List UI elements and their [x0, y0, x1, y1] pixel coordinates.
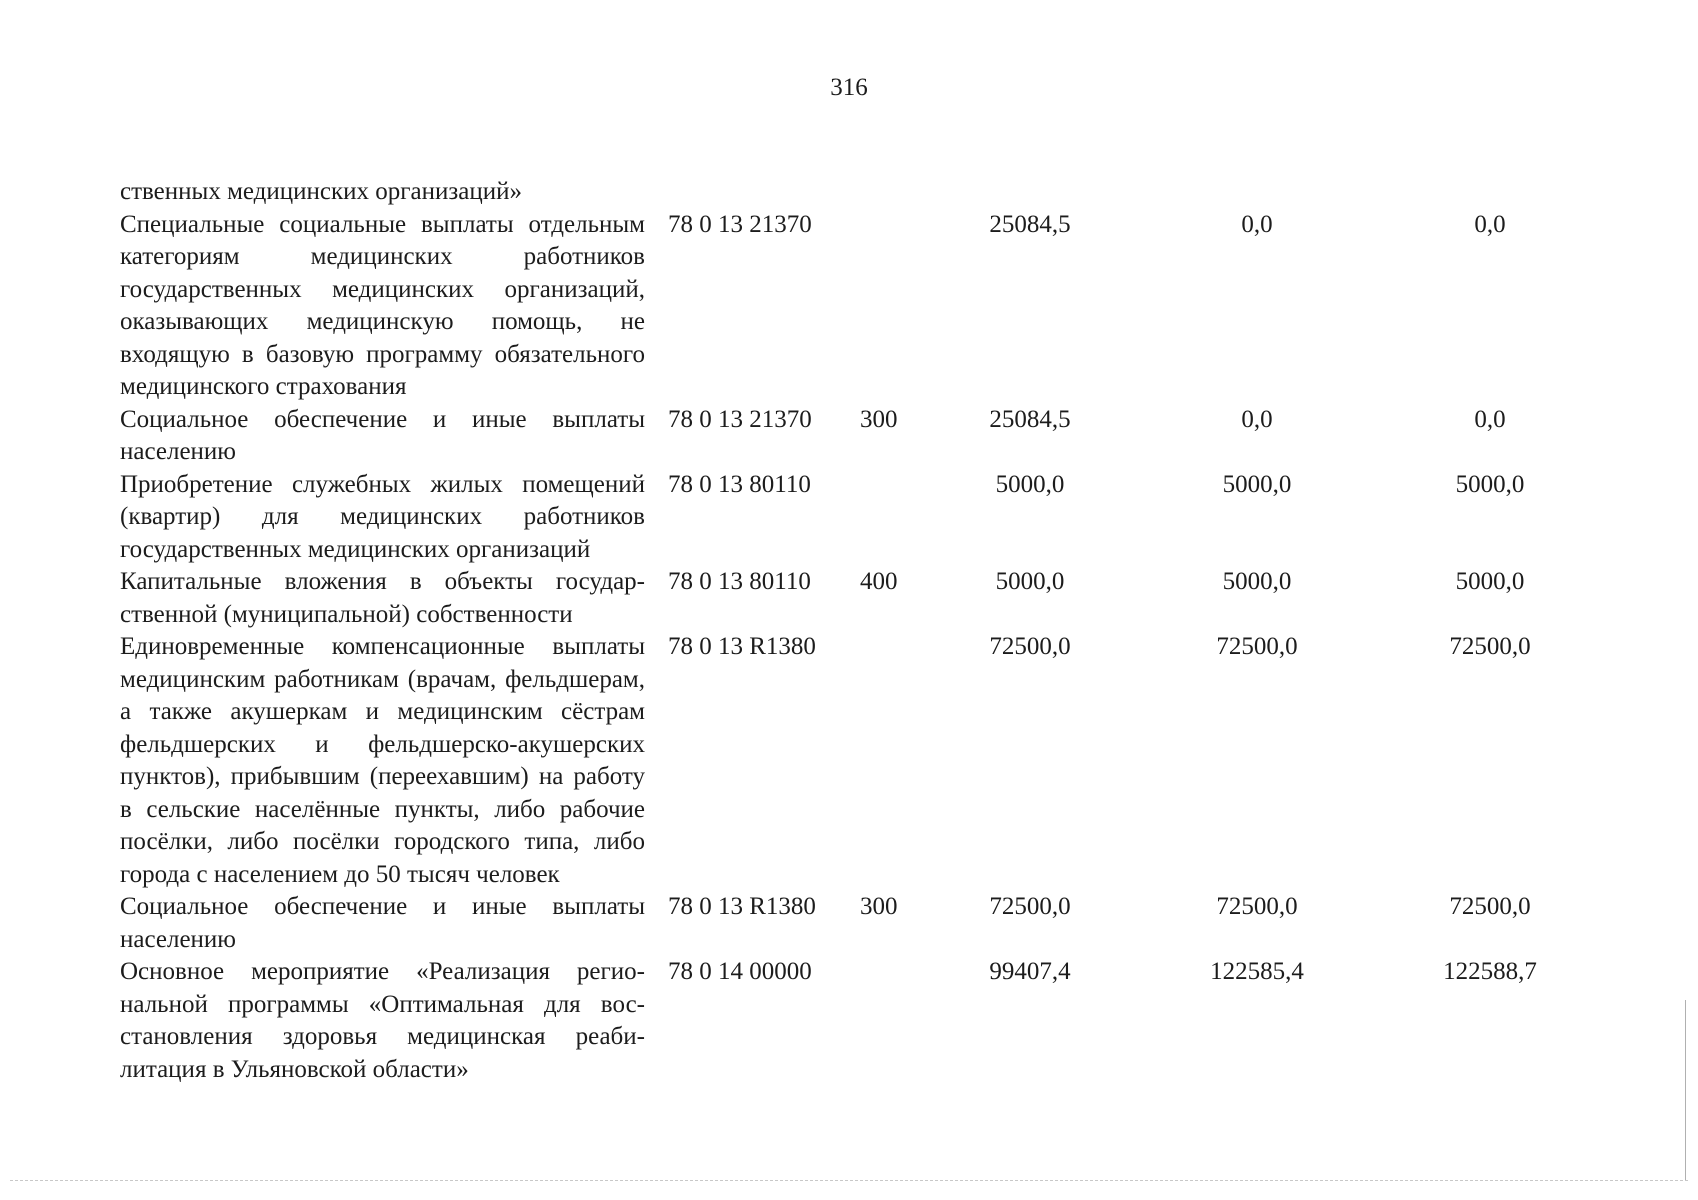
row-value-2: 72500,0: [1216, 633, 1298, 660]
row-value-3: 0,0: [1474, 210, 1506, 238]
row-value-3: 122588,7: [1443, 958, 1537, 985]
row-code: 78 0 13 21370: [668, 405, 812, 433]
row-value-1: 5000,0: [995, 470, 1065, 498]
row-value-3: 72500,0: [1449, 633, 1531, 660]
row-name: Капитальные вложения в объекты государственной (муниципальной) собственности: [120, 568, 645, 628]
row-name: Социальное обеспечение и иные выплаты населению: [120, 893, 645, 953]
row-code: 78 0 14 00000: [668, 958, 812, 985]
row-value-3: 5000,0: [1455, 568, 1525, 595]
table-row: [120, 209, 1580, 404]
row-name: Основное мероприятие «Реализация региональной программы «Оптимальная для восстановления здоровья медицинская реабилитация в Ульяновской области»: [120, 958, 645, 1083]
table-row: [120, 176, 1580, 209]
row-value-2: 72500,0: [1216, 893, 1298, 920]
row-value-1: 25084,5: [989, 210, 1071, 238]
row-value-3: 72500,0: [1449, 893, 1531, 920]
row-name: Единовременные компенсационные выплаты медицинским работникам (врачам, фельдшерам, а также акушеркам и медицинским сёстрам фельдшерских и фельдшерско-акушерских пунктов), прибывшим (переехавшим) на работу в сельские населённые пункты, либо рабочие посёлки, либо посёлки городского типа, либо города с населением до 50 тысяч человек: [120, 633, 645, 888]
row-name: ственных медицинских организаций»: [120, 178, 522, 205]
row-code: 78 0 13 R1380: [668, 633, 816, 660]
table-row: [120, 404, 1580, 469]
row-value-1: 25084,5: [989, 405, 1071, 433]
row-expense-type: 300: [860, 405, 898, 433]
row-value-1: 72500,0: [989, 893, 1071, 920]
row-code: 78 0 13 80110: [668, 568, 811, 595]
table-row: [120, 631, 1580, 891]
table-row: [120, 566, 1580, 631]
table-row: [120, 956, 1580, 1086]
scan-edge-line: [10, 1180, 1688, 1181]
row-value-2: 0,0: [1241, 210, 1273, 238]
row-value-1: 5000,0: [995, 568, 1065, 595]
row-code: 78 0 13 R1380: [668, 893, 816, 920]
row-code: 78 0 13 21370: [668, 210, 812, 238]
row-value-2: 122585,4: [1210, 958, 1304, 985]
row-value-2: 5000,0: [1222, 568, 1292, 595]
row-expense-type: 400: [860, 568, 898, 595]
row-value-1: 72500,0: [989, 633, 1071, 660]
budget-table: [120, 176, 1580, 1086]
table-row: [120, 469, 1580, 567]
row-name: Специальные социальные выплаты отдельным категориям медицинских работников государственных медицинских организаций, оказывающих медицинскую помощь, не входящую в базовую программу обязательного медицинского страхования: [120, 210, 645, 400]
table-row: [120, 891, 1580, 956]
row-value-2: 0,0: [1241, 405, 1273, 433]
row-expense-type: 300: [860, 893, 898, 920]
row-value-1: 99407,4: [989, 958, 1071, 985]
row-code: 78 0 13 80110: [668, 470, 811, 498]
row-value-3: 0,0: [1474, 405, 1506, 433]
row-name: Приобретение служебных жилых помещений (квартир) для медицинских работников государственных медицинских организаций: [120, 470, 645, 563]
scan-side-line: [1685, 1000, 1686, 1180]
row-value-3: 5000,0: [1455, 470, 1525, 498]
page-number: 316: [830, 74, 868, 101]
row-value-2: 5000,0: [1222, 470, 1292, 498]
row-name: Социальное обеспечение и иные выплаты населению: [120, 405, 645, 465]
